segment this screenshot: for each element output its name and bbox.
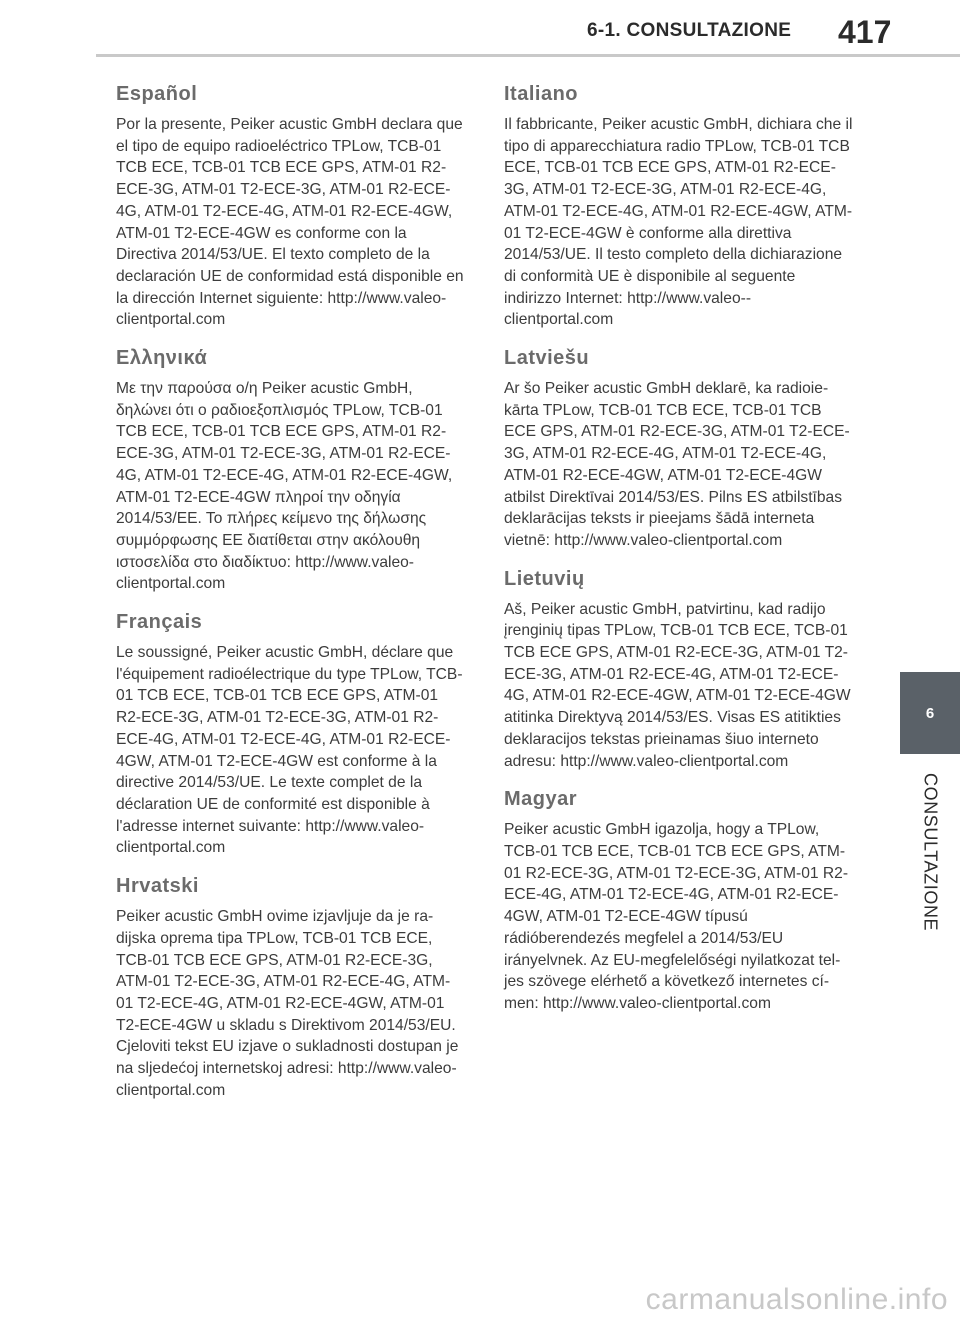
section-lietuviu xyxy=(504,565,854,773)
section-body: Peiker acustic GmbH ovime izjavljuje da je radijska oprema tipa TPLow, TCB-01 TCB ECE, TCB-01 TCB ECE GPS, ATM-01 R2-ECE-3G, ATM-01 T2-ECE-3G, ATM-01 R2-ECE-4G, ATM-01 T2-ECE-4G, ATM-01 R2-ECE-4GW, ATM-01 T2-ECE-4GW u skladu s Direktivom 2014/53/EU. Cjeloviti tekst EU izjave o sukladnosti dostupan je na sljedećoj internetskoj adresi: http://www.valeo-clientportal.com xyxy=(116,908,459,1099)
section-latviesu xyxy=(504,344,854,552)
section-body: Por la presente, Peiker acustic GmbH declara que el tipo de equipo radioeléctrico TPLow, TCB-01 TCB ECE, TCB-01 TCB ECE GPS, ATM-01 R2-ECE-3G, ATM-01 T2-ECE-3G, ATM-01 R2-ECE-4G, ATM-01 T2-ECE-4G, ATM-01 R2-ECE-4GW, ATM-01 T2-ECE-4GW es conforme con la Directiva 2014/53/UE. El texto completo de la declaración UE de conformidad está disponible en la dirección Internet siguiente: http://www.valeo-clientportal.com xyxy=(116,116,464,329)
right-column xyxy=(504,80,854,1028)
section-ellinika xyxy=(116,344,464,595)
watermark: carmanualsonline.info xyxy=(645,1283,948,1316)
section-body: Il fabbricante, Peiker acustic GmbH, dichiara che il tipo di apparecchiatura radio TPLow, TCB-01 TCB ECE, TCB-01 TCB ECE GPS, ATM-01 R2-ECE-3G, ATM-01 T2-ECE-3G, ATM-01 R2-ECE-4G, ATM-01 T2-ECE-4G, ATM-01 R2-ECE-4GW, ATM-01 T2-ECE-4GW è conforme alla direttiva 2014/53/UE. Il testo completo della dichiarazione di conformità UE è disponibile al seguente indirizzo Internet: http://www.valeo-clientportal.com xyxy=(504,116,853,329)
section-body: Με την παρούσα ο/η Peiker acustic GmbH, δηλώνει ότι ο ραδιοεξοπλισμός TPLow, TCB-01 TCB ECE, TCB-01 TCB ECE GPS, ATM-01 R2-ECE-3G, ATM-01 T2-ECE-3G, ATM-01 R2-ECE-4G, ATM-01 T2-ECE-4G, ATM-01 R2-ECE-4GW, ATM-01 T2-ECE-4GW πληροί την οδηγία 2014/53/ΕΕ. Το πλήρες κείμενο της δήλωσης συμμόρφωσης ΕΕ διατίθεται στην ακόλουθη ιστοσελίδα στο διαδίκτυο: http://www.valeo-clientportal.com xyxy=(116,380,453,593)
section-francais xyxy=(116,608,464,859)
chapter-label: CONSULTAZIONE xyxy=(920,772,941,932)
section-body: Ar šo Peiker acustic GmbH deklarē, ka radioiekārta TPLow, TCB-01 TCB ECE, TCB-01 TCB ECE GPS, ATM-01 R2-ECE-3G, ATM-01 T2-ECE-3G, ATM-01 R2-ECE-4G, ATM-01 T2-ECE-4G, ATM-01 R2-ECE-4GW, ATM-01 T2-ECE-4GW atbilst Direktīvai 2014/53/ES. Pilns ES atbilstības deklarācijas teksts ir pieejams šādā interneta vietnē: http://www.valeo-clientportal.com xyxy=(504,380,850,549)
section-body: Le soussigné, Peiker acustic GmbH, déclare que l'équipement radioélectrique du type TPLow, TCB-01 TCB ECE, TCB-01 TCB ECE GPS, ATM-01 R2-ECE-3G, ATM-01 T2-ECE-3G, ATM-01 R2-ECE-4G, ATM-01 T2-ECE-4G, ATM-01 R2-ECE-4GW, ATM-01 T2-ECE-4GW est conforme à la directive 2014/53/UE. Le texte complet de la déclaration UE de conformité est disponible à l'adresse internet suivante: http://www.valeo-clientportal.com xyxy=(116,644,463,857)
section-heading: Hrvatski xyxy=(116,875,199,898)
section-magyar xyxy=(504,785,854,1014)
section-heading: Italiano xyxy=(504,83,579,105)
section-heading: Français xyxy=(116,611,203,634)
section-heading: Magyar xyxy=(504,788,578,811)
header-divider xyxy=(96,54,960,57)
chapter-tab[interactable] xyxy=(900,672,960,754)
chapter-number: 6 xyxy=(925,704,935,722)
section-espanol xyxy=(116,80,464,331)
section-italiano xyxy=(504,80,854,331)
page-number: 417 xyxy=(838,14,892,50)
section-heading: Español xyxy=(116,83,198,105)
section-heading: Latviešu xyxy=(504,347,590,370)
left-column xyxy=(116,80,464,1114)
section-title: 6-1. CONSULTAZIONE xyxy=(587,20,792,41)
section-body: Aš, Peiker acustic GmbH, patvirtinu, kad radijo įrenginių tipas TPLow, TCB-01 TCB ECE, TCB-01 TCB ECE GPS, ATM-01 R2-ECE-3G, ATM-01 T2-ECE-3G, ATM-01 R2-ECE-4G, ATM-01 T2-ECE-4G, ATM-01 R2-ECE-4GW, ATM-01 T2-ECE-4GW atitinka Direktyvą 2014/53/ES. Visas ES atitikties deklaracijos tekstas prieinamas šiuo interneto adresu: http://www.valeo-clientportal.com xyxy=(504,600,851,770)
section-heading: Lietuvių xyxy=(504,567,585,590)
section-heading: Ελληνικά xyxy=(116,347,208,370)
section-hrvatski xyxy=(116,872,464,1101)
section-body: Peiker acustic GmbH igazolja, hogy a TPLow, TCB-01 TCB ECE, TCB-01 TCB ECE GPS, ATM-01 R2-ECE-3G, ATM-01 T2-ECE-3G, ATM-01 R2-ECE-4G, ATM-01 T2-ECE-4G, ATM-01 R2-ECE-4GW, ATM-01 T2-ECE-4GW típusú rádióberendezés megfelel a 2014/53/EU irányelvnek. Az EU-megfelelőségi nyilatkozat teljes szövege elérhető a következő internetes címen: http://www.valeo-clientportal.com xyxy=(504,821,849,1012)
